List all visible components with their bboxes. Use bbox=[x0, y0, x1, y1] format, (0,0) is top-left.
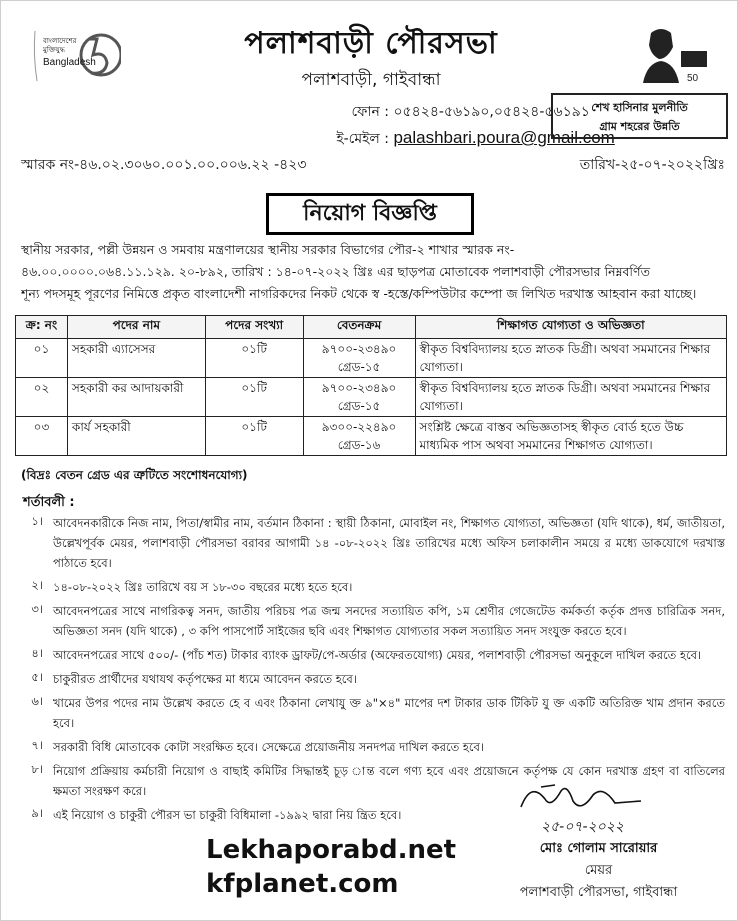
row-post-name: কার্য সহকারী bbox=[67, 417, 205, 456]
term-number: ৮। bbox=[31, 762, 43, 776]
term-number: ৪। bbox=[31, 646, 43, 660]
header-qualification: শিক্ষাগত যোগ্যতা ও অভিজ্ঞতা bbox=[415, 316, 726, 339]
watermark-line-2: kfplanet.com bbox=[206, 869, 399, 899]
portrait-emblem-icon bbox=[637, 25, 713, 85]
term-text: আবেদনপত্রের সাথে নাগরিকত্ব সনদ, জাতীয় পরিচয় পত্র জন্ম সনদের সত্যায়িত কপি, ১ম শ্রেণীর গেজেটেড কর্মকর্তা কর্তৃক প্রদত্ত চারিত্রিক সনদ, অভিজ্ঞতা সনদ (যদি থাকে) , ৩ কপি পাসপোর্ট সাইজের ছবি এবং শিক্ষাগত যোগ্যতার সকল সত্যায়িত সনদ সংযুক্ত করতে হবে। bbox=[53, 604, 725, 638]
row-serial: ০১ bbox=[16, 339, 68, 378]
slogan-line-2: গ্রাম শহরের উন্নতি bbox=[599, 120, 680, 133]
list-item bbox=[13, 645, 725, 665]
term-text: এই নিয়োগ ও চাকুরী পৌরস ভা চাকুরী বিধিমালা -১৯৯২ দ্বারা নিয় ন্ত্রিত হবে। bbox=[53, 808, 402, 822]
page-title: পলাশবাড়ী পৌরসভা bbox=[244, 26, 498, 61]
list-item bbox=[13, 513, 725, 573]
memo-reference: স্মারক নং-৪৬.০২.৩০৬০.০০১.০০.০০৬.২২ -৪২৩ bbox=[21, 157, 307, 173]
term-text: চাকুরীরত প্রার্থীদের যথাযথ কর্তৃপক্ষের মা ধ্যমে আবেদন করতে হবে। bbox=[53, 672, 357, 686]
signatory-title: মেয়র bbox=[584, 863, 613, 878]
conditions-heading: শর্তাবলী : bbox=[23, 495, 75, 510]
row-grade-value: গ্রেড-১৫ bbox=[337, 399, 381, 413]
header-post-count: পদের সংখ্যা bbox=[205, 316, 303, 339]
row-pay-scale bbox=[303, 417, 415, 456]
slogan-line-1: শেখ হাসিনার মুলনীতি bbox=[591, 101, 688, 114]
page-subtitle: পলাশবাড়ী, গাইবান্ধা bbox=[301, 70, 441, 90]
row-scale-value: ৯৭০০-২৩৪৯০ bbox=[321, 342, 397, 356]
intro-line-2: ৪৬.০০.০০০০.০৬৪.১১.১২৯. ২০-৮৯২, তারিখ : ১৪-০৭-২০২২ খ্রিঃ এর ছাড়পত্র মোতাবেক পলাশবাড়ী পৌরসভার নিম্নবর্ণিত bbox=[21, 264, 650, 279]
row-post-name: সহকারী এ্যাসেসর bbox=[67, 339, 205, 378]
grade-correction-note: (বিদ্রঃ বেতন গ্রেড এর ত্রুটিতে সংশোধনযোগ্য) bbox=[21, 468, 248, 482]
list-item bbox=[13, 577, 725, 597]
row-qualification: স্বীকৃত বিশ্ববিদ্যালয় হতে স্নাতক ডিগ্রী। অথবা সমমানের শিক্ষার যোগ্যতা। bbox=[415, 339, 726, 378]
term-number: ১। bbox=[31, 514, 43, 528]
logo-left-caption: Bangladesh bbox=[43, 57, 96, 68]
header-serial: ক্র: নং bbox=[16, 316, 68, 339]
row-post-count: ০১টি bbox=[205, 339, 303, 378]
term-text: ১৪-০৮-২০২২ খ্রিঃ তারিখে বয় স ১৮-৩০ বছরের মধ্যে হতে হবে। bbox=[53, 580, 353, 594]
row-pay-scale bbox=[303, 378, 415, 417]
memo-date: তারিখ-২৫-০৭-২০২২খ্রিঃ bbox=[579, 157, 725, 173]
header-pay-scale: বেতনক্রম bbox=[303, 316, 415, 339]
row-scale-value: ৯৭০০-২৩৪৯০ bbox=[321, 381, 397, 395]
phone-label: ফোন : bbox=[351, 104, 389, 120]
table-header-row bbox=[16, 316, 727, 339]
row-scale-value: ৯৩০০-২২৪৯০ bbox=[321, 420, 397, 434]
term-number: ৯। bbox=[31, 806, 43, 820]
intro-line-1: স্থানীয় সরকার, পল্লী উন্নয়ন ও সমবায় মন্ত্রণালয়ের স্থানীয় সরকার বিভাগের পৌর-২ শাখার স্মারক নং- bbox=[21, 242, 515, 257]
bangladesh-50-logo bbox=[31, 25, 121, 87]
row-pay-scale bbox=[303, 339, 415, 378]
term-number: ৫। bbox=[31, 670, 43, 684]
row-post-name: সহকারী কর আদায়কারী bbox=[67, 378, 205, 417]
list-item bbox=[13, 693, 725, 733]
signatory-name: মোঃ গোলাম সারোয়ার bbox=[539, 841, 658, 856]
row-serial: ০২ bbox=[16, 378, 68, 417]
logo-right-number: 50 bbox=[687, 73, 699, 84]
term-text: খামের উপর পদের নাম উল্লেখ করতে হে ব এবং ঠিকানা লেখাযু ক্ত ৯"×৪" মাপের দশ টাকার ডাক টিকিট যু ক্ত একটি অতিরিক্ত খাম প্রদান করতে হবে। bbox=[53, 696, 725, 730]
term-text: নিয়োগ প্রক্রিয়ায় কর্মচারী নিয়োগ ও বাছাই কমিটির সিদ্ধান্তই চূড় ান্ত বলে গণ্য হবে এবং প্রয়োজনে কর্তৃপক্ষ যে কোন দরখাস্ত গ্রহণ বা বাতিলের ক্ষমতা সংরক্ষণ করে। bbox=[53, 764, 725, 798]
posts-table bbox=[15, 315, 727, 456]
row-grade-value: গ্রেড-১৫ bbox=[337, 360, 381, 374]
row-post-count: ০১টি bbox=[205, 417, 303, 456]
notice-title-box bbox=[266, 193, 474, 235]
term-text: আবেদনপত্রের সাথে ৫০০/- (পাঁচ শত) টাকার ব্যাংক ড্রাফট/পে-অর্ডার (অফেরতযোগ্য) মেয়র, পলাশবাড়ী পৌরসভা অনুকূলে দাখিল করতে হবে। bbox=[53, 648, 702, 662]
row-grade-value: গ্রেড-১৬ bbox=[337, 438, 381, 452]
term-number: ৬। bbox=[31, 694, 43, 708]
term-text: সরকারী বিধি মোতাবেক কোটা সংরক্ষিত হবে। সেক্ষেত্রে প্রয়োজনীয় সনদপত্র দাখিল করতে হবে। bbox=[53, 740, 485, 754]
row-post-count: ০১টি bbox=[205, 378, 303, 417]
row-serial: ০৩ bbox=[16, 417, 68, 456]
fifty-emblem-icon bbox=[31, 25, 121, 87]
term-number: ৩। bbox=[31, 602, 43, 616]
watermark-line-1: Lekhaporabd.net bbox=[206, 835, 457, 865]
notice-title: নিয়োগ বিজ্ঞপ্তি bbox=[303, 200, 437, 226]
phone-value: ০৫৪২৪-৫৬১৯০,০৫৪২৪-৫৬১৯১ bbox=[393, 104, 590, 120]
term-number: ২। bbox=[31, 578, 43, 592]
signature-date: ২৫-০৭-২০২২ bbox=[541, 819, 624, 835]
intro-paragraph bbox=[21, 239, 721, 305]
intro-line-3: শূন্য পদসমূহ পূরণের নিমিত্তে প্রকৃত বাংলাদেশী নাগরিকদের নিকট থেকে স্ব -হস্তে/কম্পিউটার কম্পো জ লিখিত দরখাস্ত আহবান করা যাচ্ছে। bbox=[21, 286, 697, 301]
term-text: আবেদনকারীকে নিজ নাম, পিতা/স্বামীর নাম, বর্তমান ঠিকানা : স্থায়ী ঠিকানা, মোবাইল নং, শিক্ষাগত যোগ্যতা, অভিজ্ঞতা (যদি থাকে), ধর্ম, জাতীয়তা, উল্লেখপূর্বক মেয়র, পলাশবাড়ী পৌরসভা বরাবর আগামী ১৪ -০৮-২০২২ খ্রিঃ তারিখের মধ্যে অফিস চলাকালীন সময়ে র মধ্যে ডাকযোগে দরখাস্ত পাঠাতে হবে। bbox=[53, 516, 725, 570]
row-qualification: স্বীকৃত বিশ্ববিদ্যালয় হতে স্নাতক ডিগ্রী। অথবা সমমানের শিক্ষার যোগ্যতা। bbox=[415, 378, 726, 417]
term-number: ৭। bbox=[31, 738, 43, 752]
header-post-name: পদের নাম bbox=[67, 316, 205, 339]
slogan-box bbox=[551, 93, 728, 139]
row-qualification: সংশ্লিষ্ট ক্ষেত্রে বাস্তব অভিজ্ঞতাসহ স্বীকৃত বোর্ড হতে উচ্চ মাধ্যমিক পাস অথবা সমমানের শিক্ষাগত যোগ্যতা। bbox=[415, 417, 726, 456]
signatory-office: পলাশবাড়ী পৌরসভা, গাইবান্ধা bbox=[519, 885, 678, 900]
table-row bbox=[16, 339, 727, 378]
list-item bbox=[13, 737, 725, 757]
logo-left-text: বাংলাদেশের মুক্তিযুদ্ধ bbox=[43, 37, 77, 54]
mujib-100-logo bbox=[637, 25, 713, 85]
table-row bbox=[16, 378, 727, 417]
email-label: ই-মেইল : bbox=[336, 131, 389, 147]
table-row bbox=[16, 417, 727, 456]
list-item bbox=[13, 601, 725, 641]
email-link[interactable]: palashbari.poura@gmail.com bbox=[393, 128, 615, 147]
list-item bbox=[13, 669, 725, 689]
